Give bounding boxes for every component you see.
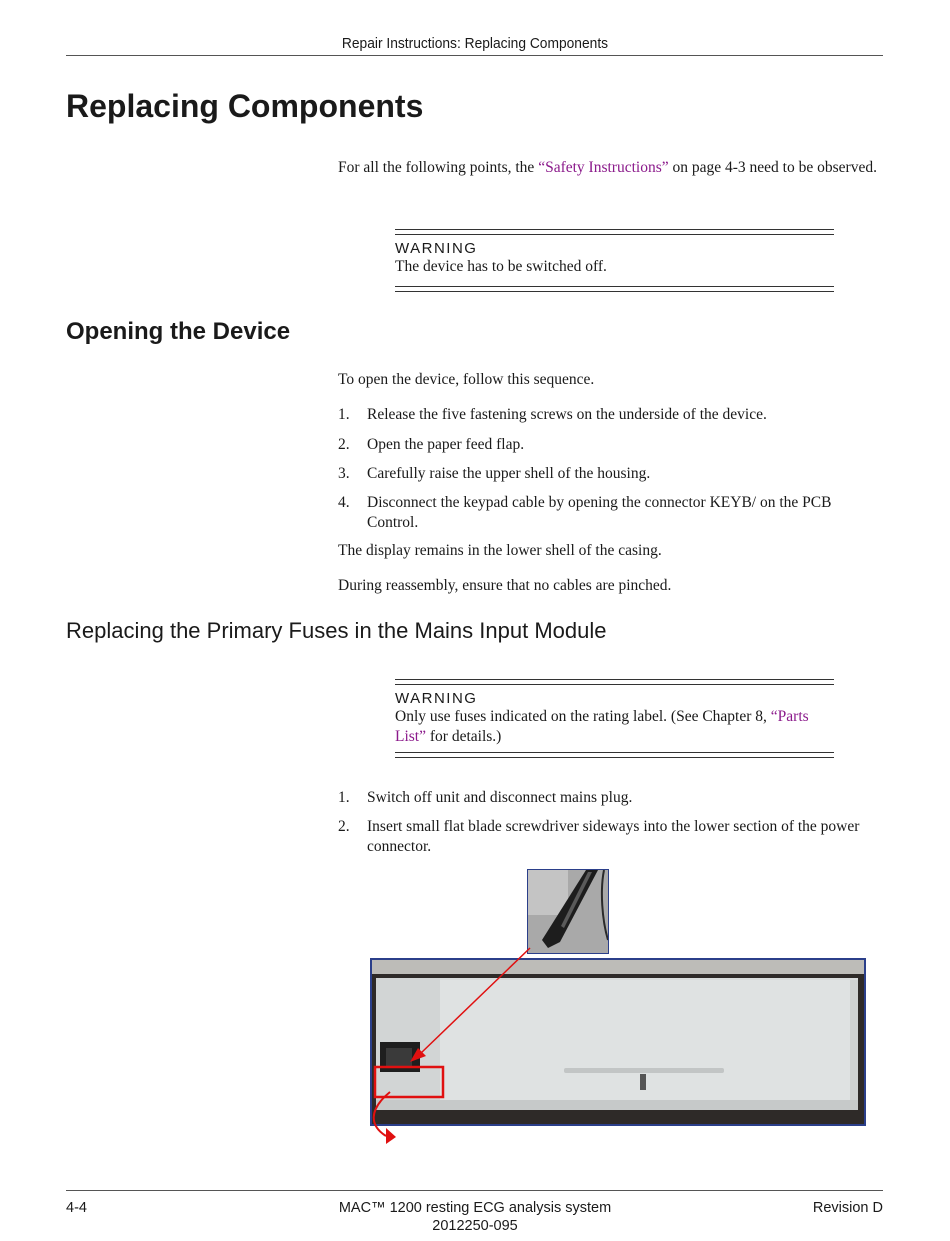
intro-paragraph bbox=[338, 158, 883, 178]
section-heading-opening: Opening the Device bbox=[66, 318, 291, 345]
warning-title: WARNING bbox=[395, 690, 478, 707]
running-header: Repair Instructions: Replacing Components bbox=[341, 35, 609, 52]
list-text: Carefully raise the upper shell of the housing. bbox=[367, 465, 651, 482]
list-number: 3. bbox=[338, 465, 350, 482]
fuse-highlight-box bbox=[375, 1067, 443, 1097]
list-number: 1. bbox=[338, 406, 350, 423]
warning-text-before: Only use fuses indicated on the rating label. (See Chapter 8, bbox=[395, 708, 771, 725]
warning-top-rule bbox=[395, 229, 834, 235]
warning-text bbox=[395, 707, 834, 746]
list-item bbox=[338, 464, 883, 484]
warning-text: The device has to be switched off. bbox=[395, 258, 607, 275]
warning-text-after: for details.) bbox=[426, 727, 502, 745]
safety-instructions-link[interactable]: “Safety Instructions” bbox=[538, 159, 669, 176]
intro-text-after: on page 4-3 need to be observed. bbox=[668, 159, 877, 176]
header-rule bbox=[66, 55, 883, 56]
footer-doc-number: 2012250-095 bbox=[432, 1218, 518, 1234]
section-heading-fuses: Replacing the Primary Fuses in the Mains Input Module bbox=[66, 618, 607, 643]
callout-line bbox=[420, 948, 530, 1054]
list-text: Disconnect the keypad cable by opening the connector KEYB/ on the PCB Control. bbox=[367, 494, 832, 531]
opening-note-reassembly: During reassembly, ensure that no cables are pinched. bbox=[338, 577, 672, 594]
page-title: Replacing Components bbox=[66, 88, 424, 124]
list-text: Insert small flat blade screwdriver sideways into the lower section of the power connector. bbox=[367, 818, 860, 855]
opening-note-display: The display remains in the lower shell of the casing. bbox=[338, 542, 662, 559]
intro-text-before: For all the following points, the bbox=[338, 159, 539, 176]
parts-list-link[interactable]: “Parts List” bbox=[395, 708, 809, 745]
list-item bbox=[338, 493, 883, 532]
warning-bottom-rule bbox=[395, 752, 834, 758]
list-item bbox=[338, 405, 883, 425]
warning-box bbox=[395, 679, 834, 758]
list-number: 2. bbox=[338, 436, 350, 453]
list-number: 1. bbox=[338, 789, 350, 806]
list-text: Switch off unit and disconnect mains plug. bbox=[367, 789, 633, 806]
list-item bbox=[338, 435, 883, 455]
curved-arrow-head-icon bbox=[386, 1128, 396, 1144]
list-text: Open the paper feed flap. bbox=[367, 436, 525, 453]
list-item bbox=[338, 817, 883, 856]
list-item bbox=[338, 788, 883, 808]
footer-product: MAC™ 1200 resting ECG analysis system bbox=[338, 1200, 612, 1216]
warning-top-rule bbox=[395, 679, 834, 685]
footer-rule bbox=[66, 1190, 883, 1191]
warning-title: WARNING bbox=[395, 240, 478, 257]
warning-bottom-rule bbox=[395, 286, 834, 292]
list-number: 2. bbox=[338, 818, 350, 835]
list-text: Release the five fastening screws on the underside of the device. bbox=[367, 406, 767, 423]
warning-box bbox=[395, 229, 834, 292]
footer-revision: Revision D bbox=[812, 1200, 883, 1216]
curved-arrow bbox=[374, 1092, 390, 1136]
opening-intro: To open the device, follow this sequence. bbox=[338, 371, 595, 388]
callout-overlay bbox=[360, 940, 620, 1150]
footer-page-number: 4-4 bbox=[66, 1200, 87, 1216]
list-number: 4. bbox=[338, 494, 350, 511]
